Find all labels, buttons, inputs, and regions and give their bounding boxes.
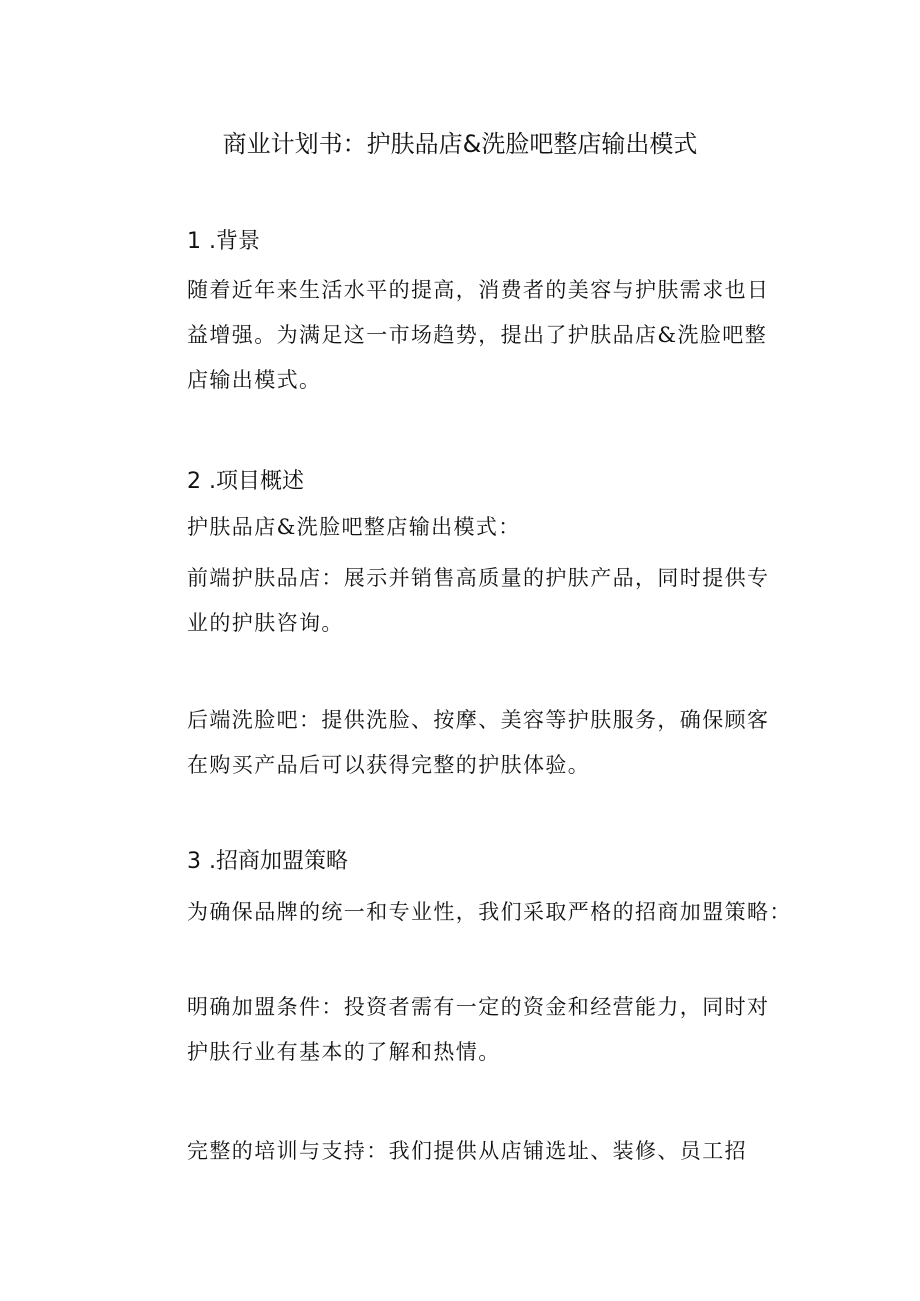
paragraph bbox=[187, 556, 787, 646]
section-number: 3 bbox=[187, 849, 201, 874]
paragraph-line: 店输出模式。 bbox=[187, 368, 322, 392]
section-number: 2 bbox=[187, 469, 201, 494]
paragraph-line: 业的护肤咨询。 bbox=[187, 611, 344, 635]
paragraph-line: 为确保品牌的统一和专业性，我们采取严格的招商加盟策略： bbox=[187, 900, 792, 924]
paragraph-line: 益增强。为满足这一市场趋势，提出了护肤品店&洗脸吧整 bbox=[187, 323, 768, 347]
paragraph-line: 护肤品店&洗脸吧整店输出模式： bbox=[187, 515, 521, 539]
section-heading-background bbox=[187, 227, 260, 257]
paragraph-line: 明确加盟条件：投资者需有一定的资金和经营能力，同时对 bbox=[187, 995, 770, 1019]
paragraph-line: 在购买产品后可以获得完整的护肤体验。 bbox=[187, 753, 591, 777]
section-heading-franchise bbox=[187, 847, 348, 877]
paragraph bbox=[187, 268, 787, 403]
paragraph bbox=[187, 505, 787, 550]
paragraph bbox=[187, 890, 792, 935]
paragraph bbox=[187, 1129, 787, 1174]
section-number: 1 bbox=[187, 229, 201, 254]
paragraph bbox=[187, 698, 787, 788]
section-title: .招商加盟策略 bbox=[209, 849, 348, 874]
paragraph-line: 前端护肤品店：展示并销售高质量的护肤产品，同时提供专 bbox=[187, 566, 770, 590]
paragraph bbox=[187, 985, 787, 1075]
section-title: .背景 bbox=[209, 229, 260, 254]
paragraph-line: 护肤行业有基本的了解和热情。 bbox=[187, 1040, 501, 1064]
section-heading-overview bbox=[187, 467, 304, 497]
document-title: 商业计划书：护肤品店&洗脸吧整店输出模式 bbox=[222, 130, 698, 158]
paragraph-line: 完整的培训与支持：我们提供从店铺选址、装修、员工招 bbox=[187, 1139, 747, 1163]
section-title: .项目概述 bbox=[209, 469, 304, 494]
paragraph-line: 随着近年来生活水平的提高，消费者的美容与护肤需求也日 bbox=[187, 278, 770, 302]
paragraph-line: 后端洗脸吧：提供洗脸、按摩、美容等护肤服务，确保顾客 bbox=[187, 708, 770, 732]
